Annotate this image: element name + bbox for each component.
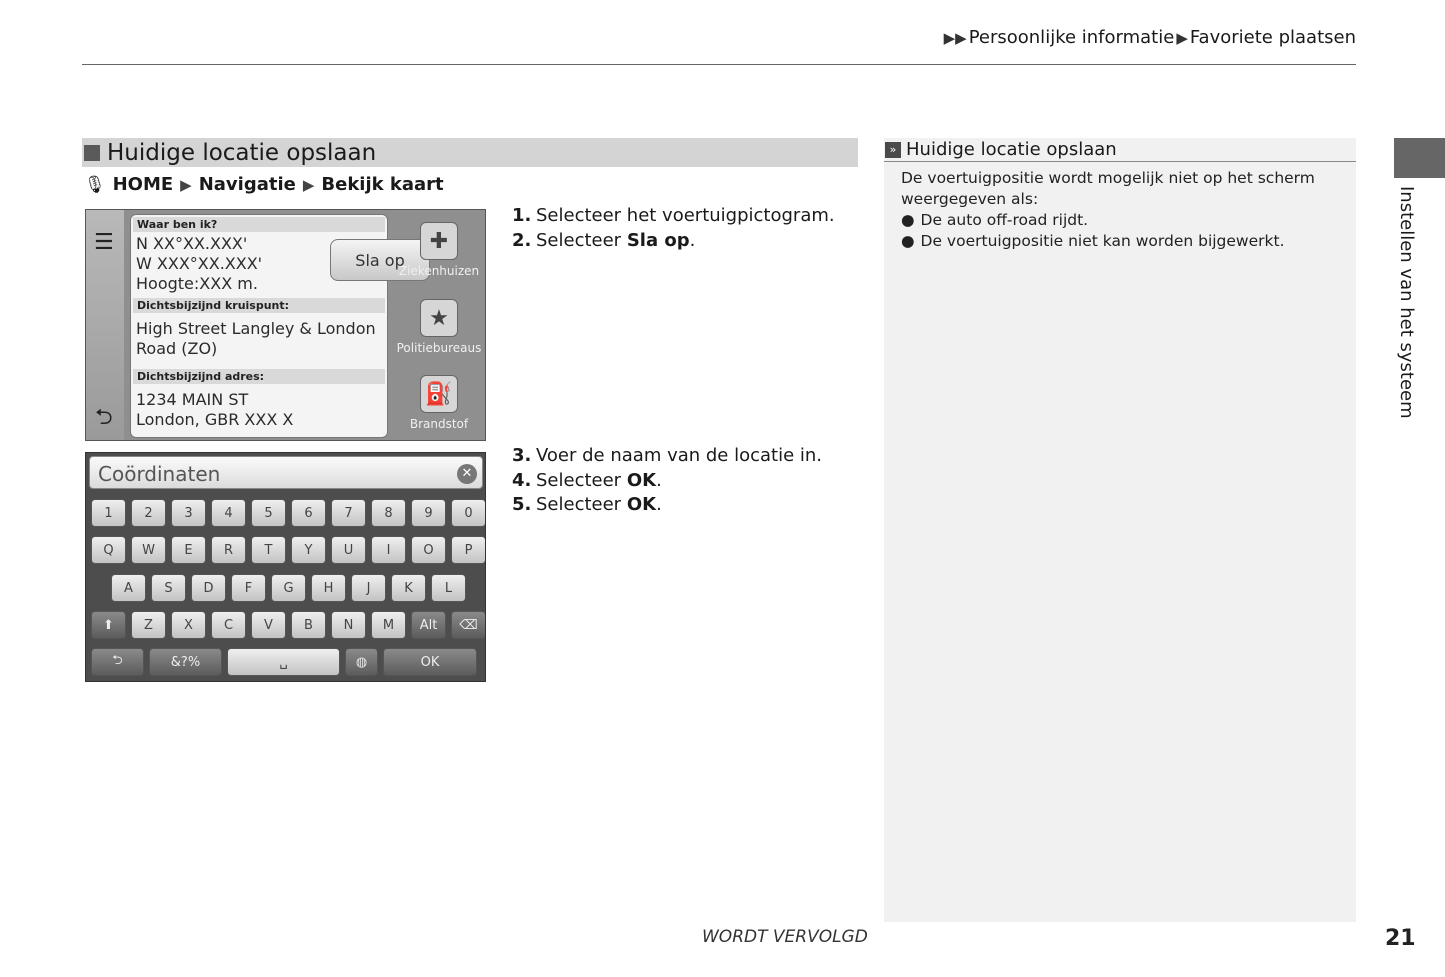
step-text: Selecteer [536,229,627,251]
note-bullet-text: De auto off-road rijdt. [920,211,1089,229]
key-b[interactable]: B [291,611,326,639]
category-label: Brandstof [409,417,469,431]
note-bullet [901,231,1356,252]
square-icon [84,145,100,161]
path-item-view-map: Bekijk kaart [321,174,444,195]
key-row-z [91,611,486,639]
key-9[interactable]: 9 [411,499,446,527]
step-keyword: OK [626,469,657,491]
hospital-icon: ✚ [420,222,458,260]
note-bullet-text: De voertuigpositie niet kan worden bijgewerkt. [920,232,1285,250]
key-k[interactable]: K [391,574,426,602]
path-item-home: HOME [112,174,174,195]
microphone-icon: 🎙︎ [84,174,106,195]
note-body [884,162,1356,252]
key-row-q [91,536,486,564]
step-item [512,229,835,254]
backspace-icon[interactable]: ⌫ [451,611,486,639]
key-m[interactable]: M [371,611,406,639]
latitude-value: N XX°XX.XXX' [136,234,248,253]
key-1[interactable]: 1 [91,499,126,527]
shift-icon[interactable]: ⬆ [91,611,126,639]
step-item [512,204,835,229]
key-c[interactable]: C [211,611,246,639]
step-text: . [656,469,662,491]
key-g[interactable]: G [271,574,306,602]
key-7[interactable]: 7 [331,499,366,527]
key-f[interactable]: F [231,574,266,602]
key-row-digits [91,499,486,527]
step-number: 5. [512,494,532,515]
ok-button[interactable]: OK [383,648,477,676]
fuel-pump-icon: ⛽ [420,375,458,413]
key-4[interactable]: 4 [211,499,246,527]
category-fuel[interactable] [391,375,486,431]
category-hospitals[interactable] [391,222,486,278]
back-icon[interactable]: ⮌ [95,405,113,430]
step-text: . [656,494,662,515]
step-keyword: Sla op [626,229,690,251]
step-text: Selecteer het voertuigpictogram. [536,205,835,226]
back-icon[interactable]: ⮌ [91,648,144,676]
category-label: Ziekenhuizen [398,264,480,278]
arrow-right-icon: ▶ [302,175,315,194]
label-where-am-i: Waar ben ik? [133,217,385,232]
clear-icon[interactable]: ✕ [457,464,477,484]
symbols-key[interactable]: &?% [149,648,222,676]
space-key[interactable]: ␣ [227,648,340,676]
chapter-title: Instellen van het systeem [1396,186,1417,419]
arrow-right-icon: ▶ [1176,28,1188,47]
screenshot-keyboard [85,452,486,682]
key-e[interactable]: E [171,536,206,564]
bullet-icon: ● [901,232,915,250]
note-icon: » [885,142,901,158]
address-line-2: London, GBR XXX X [136,410,294,429]
key-5[interactable]: 5 [251,499,286,527]
note-text: De voertuigpositie wordt mogelijk niet op het scherm weergegeven als: [901,169,1315,208]
key-s[interactable]: S [151,574,186,602]
key-a[interactable]: A [111,574,146,602]
key-6[interactable]: 6 [291,499,326,527]
menu-icon[interactable]: ☰ [94,230,114,255]
key-q[interactable]: Q [91,536,126,564]
key-y[interactable]: Y [291,536,326,564]
key-row-a [111,574,486,602]
arrow-right-icon: ▶ [180,175,192,194]
key-x[interactable]: X [171,611,206,639]
arrow-right-icon: ▶▶ [943,28,967,47]
step-number: 2. [512,229,532,251]
page-number: 21 [1385,926,1416,951]
breadcrumb [944,27,1356,48]
key-o[interactable]: O [411,536,446,564]
key-2[interactable]: 2 [131,499,166,527]
breadcrumb-item-personal-info[interactable]: Persoonlijke informatie [968,27,1175,48]
note-header [884,138,1356,162]
key-8[interactable]: 8 [371,499,406,527]
location-panel [130,214,405,438]
note-panel [884,138,1356,922]
key-l[interactable]: L [431,574,466,602]
police-badge-icon: ★ [420,299,458,337]
key-z[interactable]: Z [131,611,166,639]
section-title: Huidige locatie opslaan [107,139,377,166]
key-i[interactable]: I [371,536,406,564]
key-0[interactable]: 0 [451,499,486,527]
key-v[interactable]: V [251,611,286,639]
steps-list-a [512,204,835,253]
key-u[interactable]: U [331,536,366,564]
path-item-navigation: Navigatie [198,174,296,195]
steps-list-b [512,444,822,518]
note-bullet [901,210,1356,231]
key-d[interactable]: D [191,574,226,602]
intersection-line-2: Road (ZO) [136,339,218,358]
key-row-bottom [91,648,486,676]
input-value: Coördinaten [98,462,221,486]
key-3[interactable]: 3 [171,499,206,527]
breadcrumb-item-favorites[interactable]: Favoriete plaatsen [1189,27,1356,48]
menu-path [84,174,444,195]
key-h[interactable]: H [311,574,346,602]
step-item [512,444,822,469]
globe-icon[interactable]: ◍ [345,648,378,676]
intersection-line-1: High Street Langley & London [136,319,376,338]
step-number: 1. [512,205,532,226]
category-label: Politiebureaus [396,341,482,355]
continued-label: WORDT VERVOLGD [702,927,868,947]
screenshot-where-am-i [85,209,486,441]
save-button[interactable]: Sla op [330,239,430,281]
step-item [512,493,822,518]
key-n[interactable]: N [331,611,366,639]
step-number: 3. [512,445,532,466]
key-r[interactable]: R [211,536,246,564]
header-divider [82,64,1356,65]
section-header [82,138,858,167]
key-w[interactable]: W [131,536,166,564]
bullet-icon: ● [901,211,915,229]
name-input[interactable] [89,456,483,489]
longitude-value: W XXX°XX.XXX' [136,254,263,273]
step-keyword: OK [626,494,657,515]
step-number: 4. [512,469,532,491]
step-item [512,469,822,494]
key-j[interactable]: J [351,574,386,602]
label-nearest-intersection: Dichtsbijzijnd kruispunt: [133,298,385,313]
step-text: Selecteer [536,469,627,491]
category-police[interactable] [391,299,486,355]
category-column [391,210,486,440]
chapter-tab [1394,138,1445,178]
step-text: . [689,229,696,251]
step-text: Voer de naam van de locatie in. [536,445,823,466]
key-p[interactable]: P [451,536,486,564]
label-nearest-address: Dichtsbijzijnd adres: [133,369,385,384]
alt-key[interactable]: Alt [411,611,446,639]
key-t[interactable]: T [251,536,286,564]
address-line-1: 1234 MAIN ST [136,390,249,409]
altitude-value: Hoogte:XXX m. [136,274,258,293]
note-title: Huidige locatie opslaan [906,139,1117,160]
step-text: Selecteer [536,494,627,515]
